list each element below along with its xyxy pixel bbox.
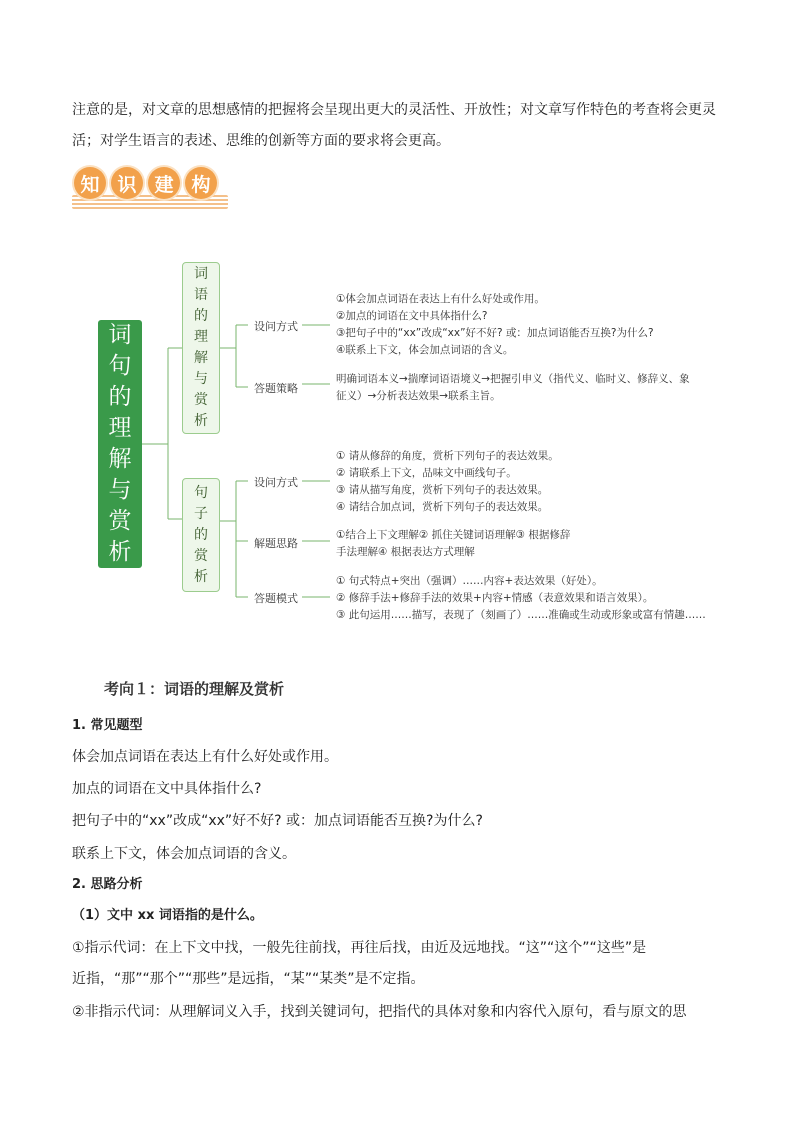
branch1-char: 解 — [194, 350, 208, 366]
branch1-char: 与 — [194, 371, 208, 387]
root-char: 赏 — [108, 508, 132, 534]
list-item: ④联系上下文，体会加点词语的含义。 — [336, 344, 514, 356]
root-char: 的 — [108, 384, 132, 410]
root-char: 与 — [108, 477, 132, 503]
list-item: 手法理解④ 根据表达方式理解 — [336, 546, 475, 558]
subheading-analysis: 2. 思路分析 — [72, 877, 143, 892]
label-strategy: 答题策略 — [254, 382, 298, 395]
section-heading: 考向１：词语的理解及赏析 — [104, 680, 285, 698]
branch1-question-list — [336, 291, 654, 359]
root-char: 句 — [108, 353, 132, 379]
label-question-2: 设问方式 — [254, 476, 298, 489]
root-char: 词 — [108, 322, 132, 348]
body-paragraph: 近指，“那”“那个”“那些”是远指，“某”“某类”是不定指。 — [72, 971, 425, 987]
branch2-char: 的 — [194, 526, 208, 543]
list-item: ② 请联系上下文，品味文中画线句子。 — [336, 467, 517, 479]
branch1-strategy-text — [336, 371, 690, 405]
branch2-approach-text — [336, 527, 570, 561]
list-item: ②加点的词语在文中具体指什么? — [336, 310, 488, 322]
subheading-question-types: 1. 常见题型 — [72, 718, 143, 733]
branch2-char: 赏 — [194, 547, 208, 564]
list-item: ① 请从修辞的角度，赏析下列句子的表达效果。 — [336, 450, 559, 462]
branch1-char: 的 — [194, 308, 208, 324]
branch1-char: 赏 — [194, 392, 208, 408]
body-paragraph: ①指示代词：在上下文中找，一般先往前找，再往后找，由近及远地找。“这”“这个”“这些”是 — [72, 940, 647, 956]
list-item: 明确词语本义→揣摩词语语境义→把握引申义（指代义、临时义、修辞义、象 — [336, 373, 690, 385]
list-item: ③把句子中的“xx”改成“xx”好不好? 或：加点词语能否互换?为什么? — [336, 327, 654, 339]
question-type-item: 加点的词语在文中具体指什么? — [72, 781, 262, 797]
list-item: ③ 请从描写角度，赏析下列句子的表达效果。 — [336, 484, 549, 496]
question-type-item: 把句子中的“xx”改成“xx”好不好? 或：加点词语能否互换?为什么? — [72, 813, 483, 829]
branch2-question-list — [336, 448, 559, 516]
list-item: ① 句式特点+突出（强调）……内容+表达效果（好处）。 — [336, 575, 603, 587]
branch1-char: 析 — [194, 413, 208, 429]
branch-sentence-box — [182, 478, 220, 592]
banner-char: 知 — [74, 167, 106, 199]
branch1-char: 语 — [194, 287, 208, 303]
root-char: 理 — [108, 415, 132, 441]
label-approach: 解题思路 — [254, 537, 298, 550]
branch1-char: 词 — [194, 266, 208, 282]
root-char: 解 — [108, 446, 132, 472]
question-type-item: 联系上下文，体会加点词语的含义。 — [72, 846, 296, 862]
question-type-item: 体会加点词语在表达上有什么好处或作用。 — [72, 749, 338, 765]
list-item: ④ 请结合加点词，赏析下列句子的表达效果。 — [336, 501, 549, 513]
list-item: ①体会加点词语在表达上有什么好处或作用。 — [336, 293, 545, 305]
branch2-char: 句 — [194, 484, 208, 501]
branch-word-box — [182, 262, 220, 434]
subheading-pointing: （1）文中 xx 词语指的是什么。 — [72, 908, 263, 923]
banner-char: 识 — [111, 167, 143, 199]
branch1-char: 理 — [194, 329, 208, 345]
root-char: 析 — [108, 539, 132, 565]
mindmap-root — [98, 320, 142, 568]
list-item: ①结合上下文理解② 抓住关键词语理解③ 根据修辞 — [336, 529, 571, 541]
branch2-char: 子 — [194, 505, 208, 522]
intro-line-2: 活；对学生语言的表述、思维的创新等方面的要求将会更高。 — [72, 133, 450, 149]
body-paragraph: ②非指示代词：从理解词义入手，找到关键词句，把指代的具体对象和内容代入原句，看与原文的思 — [72, 1004, 687, 1020]
list-item: ② 修辞手法+修辞手法的效果+内容+情感（表意效果和语言效果）。 — [336, 592, 654, 604]
branch2-char: 析 — [194, 568, 208, 585]
branch2-answer-list — [336, 573, 706, 624]
label-answer-mode: 答题模式 — [254, 592, 298, 605]
label-question-1: 设问方式 — [254, 320, 298, 333]
list-item: 征义）→分析表达效果→联系主旨。 — [336, 390, 501, 402]
intro-line-1: 注意的是，对文章的思想感情的把握将会呈现出更大的灵活性、开放性；对文章写作特色的考查将会更灵 — [72, 102, 716, 118]
list-item: ③ 此句运用……描写，表现了（刻画了）……准确或生动或形象或富有情趣…… — [336, 609, 706, 621]
banner-char: 构 — [185, 167, 217, 199]
banner-char: 建 — [148, 167, 180, 199]
